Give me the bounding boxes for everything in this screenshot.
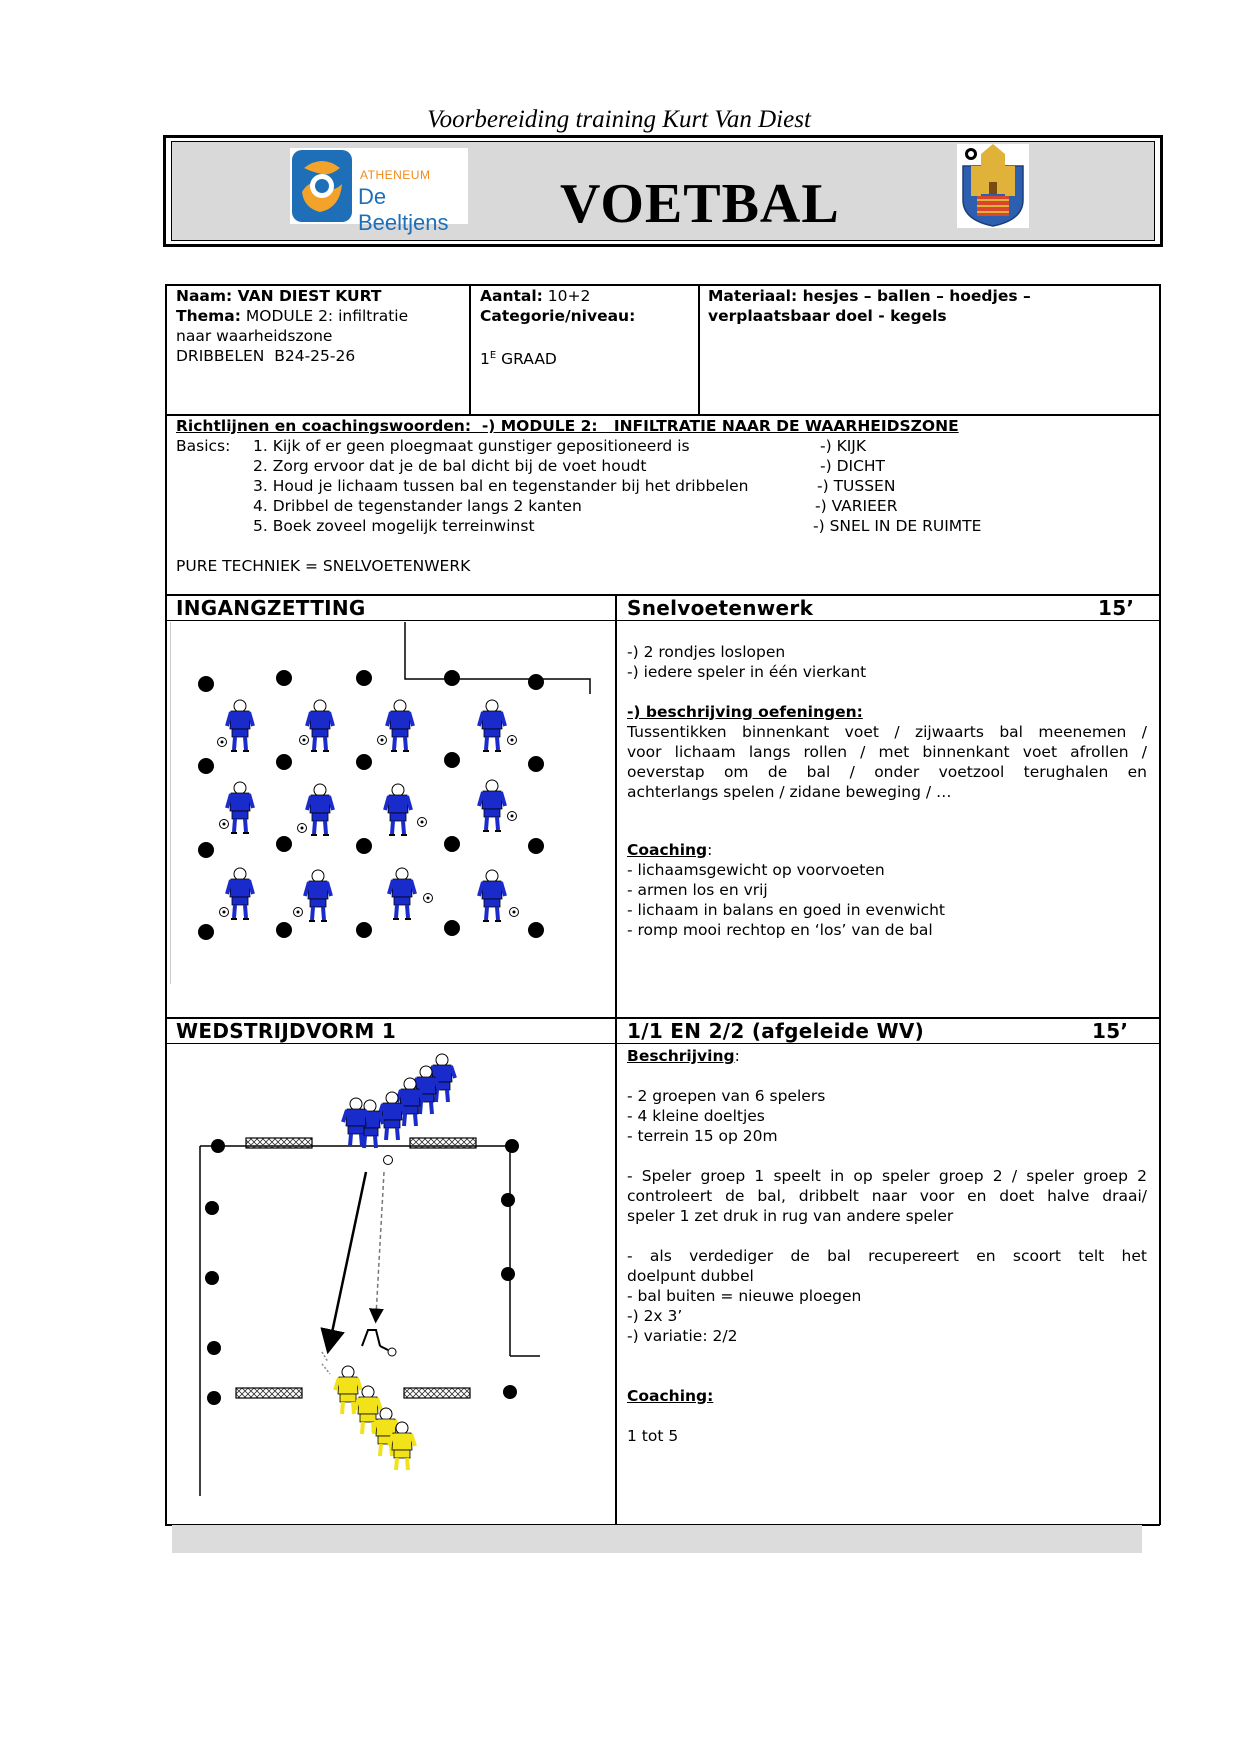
basics-keyword-4: -) VARIEER xyxy=(815,497,898,515)
basics-item-2: 2. Zorg ervoor dat je de bal dicht bij de voet houdt xyxy=(253,457,647,475)
info-divider-1 xyxy=(469,284,471,414)
graad-number: 1 xyxy=(480,350,490,369)
section1-coaching-item-3: - lichaam in balans en goed in evenwicht xyxy=(627,901,945,919)
section2-list1-item-3: - terrein 15 op 20m xyxy=(627,1127,778,1145)
section2-beschrijving-colon: : xyxy=(734,1047,740,1065)
section2-paragraph-1 xyxy=(627,1166,1147,1226)
aantal-label: Aantal: xyxy=(480,287,543,305)
document-header: Voorbereiding training Kurt Van Diest xyxy=(427,106,811,133)
logo-text-atheneum: ATHENEUM xyxy=(360,168,431,182)
section2-coaching-heading: Coaching: xyxy=(627,1387,714,1405)
section1-description-heading: -) beschrijving oefeningen: xyxy=(627,703,863,721)
section1-coaching-colon: : xyxy=(707,841,713,859)
section1-description xyxy=(627,722,1147,802)
pure-techniek-line: PURE TECHNIEK = SNELVOETENWERK xyxy=(176,557,471,575)
guidelines-heading: Richtlijnen en coachingswoorden: -) MODULE 2: INFILTRATIE NAAR DE WAARHEIDSZONE xyxy=(176,417,959,435)
section2-list2-item-1: - bal buiten = nieuwe ploegen xyxy=(627,1287,862,1305)
naam-field: Naam: VAN DIEST KURT xyxy=(176,287,382,305)
materiaal-line-1: Materiaal: hesjes – ballen – hoedjes – xyxy=(708,287,1031,305)
footer-bar xyxy=(172,1525,1142,1553)
section2-list2-item-3: -) variatie: 2/2 xyxy=(627,1327,738,1345)
logo-text-school: De Beeltjens xyxy=(358,184,449,235)
section2-duration: 15’ xyxy=(1092,1019,1129,1043)
section2-beschrijving-line xyxy=(627,1046,740,1066)
section1-right-title: Snelvoetenwerk xyxy=(627,596,814,620)
section1-line-2: -) iedere speler in één vierkant xyxy=(627,663,867,681)
section1-line-1: -) 2 rondjes loslopen xyxy=(627,643,786,661)
basics-keyword-2: -) DICHT xyxy=(820,457,886,475)
section2-left-title: WEDSTRIJDVORM 1 xyxy=(176,1019,397,1043)
wedstrijdvorm-diagram xyxy=(170,1046,610,1520)
basics-keyword-5: -) SNEL IN DE RUIMTE xyxy=(813,517,982,535)
graad-suffix: GRAAD xyxy=(496,350,557,369)
section1-header-divider xyxy=(165,620,1160,621)
section1-left-title: INGANGZETTING xyxy=(176,596,366,620)
categorie-label: Categorie/niveau: xyxy=(480,307,636,325)
section2-paragraph-1-row-2: controleert de bal, dribbelt naar voor en doet halve draai/ xyxy=(627,1187,1147,1205)
section2-list1-item-2: - 4 kleine doeltjes xyxy=(627,1107,765,1125)
basics-keyword-3: -) TUSSEN xyxy=(817,477,896,495)
section1-description-row-3: oeverstap om de bal / onder voetzool terughalen en xyxy=(627,763,1147,781)
section2-header-divider xyxy=(165,1043,1160,1044)
basics-item-5: 5. Boek zoveel mogelijk terreinwinst xyxy=(253,517,535,535)
aantal-field xyxy=(480,286,590,306)
section1-description-row-4: achterlangs spelen / zidane beweging / … xyxy=(627,783,952,801)
section2-paragraph-2-row-1: - als verdediger de bal recupereert en scoort telt het xyxy=(627,1247,1147,1265)
section1-coaching-item-1: - lichaamsgewicht op voorvoeten xyxy=(627,861,885,879)
section2-paragraph-1-row-3: speler 1 zet druk in rug van andere speler xyxy=(627,1207,954,1225)
basics-item-4: 4. Dribbel de tegenstander langs 2 kanten xyxy=(253,497,582,515)
section1-column-divider xyxy=(615,594,617,1525)
thema-label: Thema: xyxy=(176,307,241,325)
materiaal-line-2: verplaatsbaar doel - kegels xyxy=(708,307,947,325)
thema-line-3: DRIBBELEN B24-25-26 xyxy=(176,347,356,365)
section2-coaching-text: 1 tot 5 xyxy=(627,1427,679,1445)
graad-value xyxy=(480,346,557,369)
banner-title: VOETBAL xyxy=(560,173,840,235)
table-border-left xyxy=(165,284,167,1525)
section2-beschrijving-heading: Beschrijving xyxy=(627,1047,735,1065)
basics-item-1: 1. Kijk of er geen ploegmaat gunstiger gepositioneerd is xyxy=(253,437,690,455)
section1-coaching-item-2: - armen los en vrij xyxy=(627,881,768,899)
section2-paragraph-1-row-1: - Speler groep 1 speelt in op speler groep 2 / speler groep 2 xyxy=(627,1167,1147,1185)
basics-label: Basics: xyxy=(176,437,231,455)
section2-paragraph-2-row-2: doelpunt dubbel xyxy=(627,1267,754,1285)
ingangzetting-diagram xyxy=(170,622,610,984)
section1-coaching-heading-line xyxy=(627,840,712,860)
section1-coaching-item-4: - romp mooi rechtop en ‘los’ van de bal xyxy=(627,921,933,939)
info-divider-2 xyxy=(698,284,700,414)
thema-field xyxy=(176,306,408,326)
basics-item-3: 3. Houd je lichaam tussen bal en tegenstander bij het dribbelen xyxy=(253,477,749,495)
aantal-value: 10+2 xyxy=(542,287,591,305)
thema-line-2: naar waarheidszone xyxy=(176,327,333,345)
basics-keyword-1: -) KIJK xyxy=(820,437,867,455)
thema-value: MODULE 2: infiltratie xyxy=(240,307,409,325)
section2-paragraph-2 xyxy=(627,1246,1147,1286)
section1-coaching-heading: Coaching xyxy=(627,841,708,859)
section2-list2-item-2: -) 2x 3’ xyxy=(627,1307,683,1325)
coat-of-arms-logo xyxy=(957,144,1029,228)
section1-duration: 15’ xyxy=(1098,596,1135,620)
graad-superscript: E xyxy=(489,350,497,361)
table-border-right xyxy=(1159,284,1161,1525)
section2-list1-item-1: - 2 groepen van 6 spelers xyxy=(627,1087,826,1105)
section1-description-row-1: Tussentikken binnenkant voet / zijwaarts bal meenemen / xyxy=(627,723,1147,741)
section2-right-title: 1/1 EN 2/2 (afgeleide WV) xyxy=(627,1019,925,1043)
school-logo xyxy=(290,148,468,235)
section1-description-row-2: voor lichaam langs rollen / met binnenkant voet afrollen / xyxy=(627,743,1147,761)
